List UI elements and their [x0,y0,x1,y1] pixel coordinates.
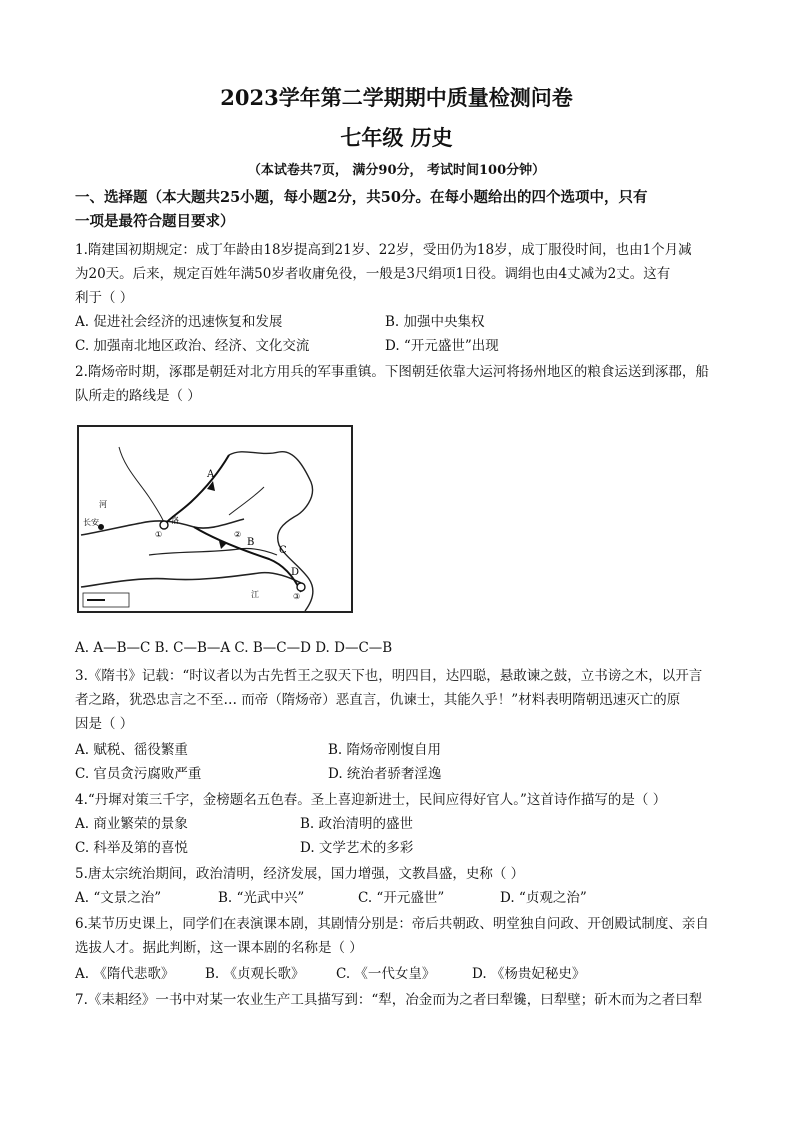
q1-line3: 利于（ ） [75,290,134,306]
exam-subtitle: 七年级 历史 [340,125,453,150]
map-label-a: A [207,469,215,480]
q3-line3: 因是（ ） [75,716,134,732]
q5-line1: 5.唐太宗统治期间，政治清明，经济发展，国力增强，文教昌盛，史称（ ） [75,866,525,882]
arrow-a [207,481,215,491]
q4-option-a: A. 商业繁荣的景象 [75,816,188,832]
map-label-he: 河 [99,500,107,509]
map-label-jiang: 江 [251,590,259,599]
q1-option-d: D. “开元盛世”出现 [385,338,499,354]
q4-line1: 4.“丹墀对策三千字，金榜题名五色春。圣上喜迎新进士，民间应得好官人。”这首诗作描写的是（ ） [75,792,667,808]
q2-line1: 2.隋炀帝时期，涿郡是朝廷对北方用兵的军事重镇。下图朝廷依靠大运河将扬州地区的粮食运送到涿郡，船 [75,364,709,380]
q4-option-c: C. 科举及第的喜悦 [75,840,188,856]
map-svg [79,427,351,611]
tributary-river [119,447,165,525]
q4-option-d: D. 文学艺术的多彩 [300,840,414,856]
q6-option-d: D. 《杨贵妃秘史》 [472,966,586,982]
map-label-num1: ① [155,530,163,539]
q3-option-b: B. 隋炀帝刚愎自用 [328,742,442,758]
tributary-river-2 [229,487,264,515]
section-heading-line2: 一项是最符合题目要求） [75,213,235,230]
q3-line1: 3.《隋书》记载：“时议者以为古先哲王之驭天下也，明四目，达四聪，悬敢谏之鼓，立书谤之木，以开言 [75,668,703,684]
map-label-b: B [247,537,255,548]
q2-options: A. A—B—C B. C—B—A C. B—C—D D. D—C—B [75,640,393,656]
q5-option-c: C. “开元盛世” [358,890,445,906]
q5-option-a: A. “文景之治” [75,890,162,906]
q3-option-c: C. 官员贪污腐败严重 [75,766,202,782]
yangtze-river [81,573,301,587]
map-label-num2: ② [234,530,242,539]
grand-canal-map [77,425,353,613]
map-label-num3: ③ [293,592,301,601]
exam-note: （本试卷共7页， 满分90分， 考试时间100分钟） [247,163,546,178]
q1-line1: 1.隋建国初期规定：成丁年龄由18岁提高到21岁、22岁，受田仍为18岁，成丁服役时间，也由1个月减 [75,242,692,258]
q4-option-b: B. 政治清明的盛世 [300,816,414,832]
map-label-changan: 长安 [83,518,99,527]
q5-option-b: B. “光武中兴” [218,890,305,906]
yangzhou-point [297,583,305,591]
q1-option-a: A. 促进社会经济的迅速恢复和发展 [75,314,283,330]
q2-line2: 队所走的路线是（ ） [75,388,201,404]
q3-option-a: A. 赋税、徭役繁重 [75,742,188,758]
map-label-luoyang: 洛 [171,516,179,525]
q3-line2: 者之路，犹恐忠言之不至… 而帝（隋炀帝）恶直言，仇谏士，其能久乎！”材料表明隋朝迅速灭亡的原 [75,692,681,708]
map-label-d: D [291,567,300,578]
luoyang-point [160,521,168,529]
q6-option-a: A. 《隋代悲歌》 [75,966,175,982]
q5-option-d: D. “贞观之治” [500,890,587,906]
exam-title: 2023学年第二学期期中质量检测问卷 [220,85,573,110]
section-heading-line1: 一、选择题（本大题共25小题，每小题2分，共50分。在每小题给出的四个选项中，只有 [75,189,648,206]
q3-option-d: D. 统治者骄奢淫逸 [328,766,442,782]
q6-option-c: C. 《一代女皇》 [336,966,436,982]
q7-line1: 7.《耒耜经》一书中对某一农业生产工具描写到：“犁，冶金而为之者曰犁镵，曰犁壁；斫木而为之者曰犁 [75,992,703,1008]
q6-line2: 选拔人才。据此判断，这一课本剧的名称是（ ） [75,940,363,956]
canal-north [164,455,229,525]
q1-line2: 为20天。后来，规定百姓年满50岁者收庸免役，一般是3尺绢项1日役。调绢也由4丈减为2丈。这有 [75,266,671,282]
q1-option-b: B. 加强中央集权 [385,314,485,330]
huai-river [149,548,277,555]
q6-line1: 6.某节历史课上，同学们在表演课本剧，其剧情分别是：帝后共朝政、明堂独自问政、开创殿试制度、亲自 [75,916,709,932]
map-label-c: C [279,545,287,556]
q1-option-c: C. 加强南北地区政治、经济、文化交流 [75,338,310,354]
q6-option-b: B. 《贞观长歌》 [205,966,305,982]
